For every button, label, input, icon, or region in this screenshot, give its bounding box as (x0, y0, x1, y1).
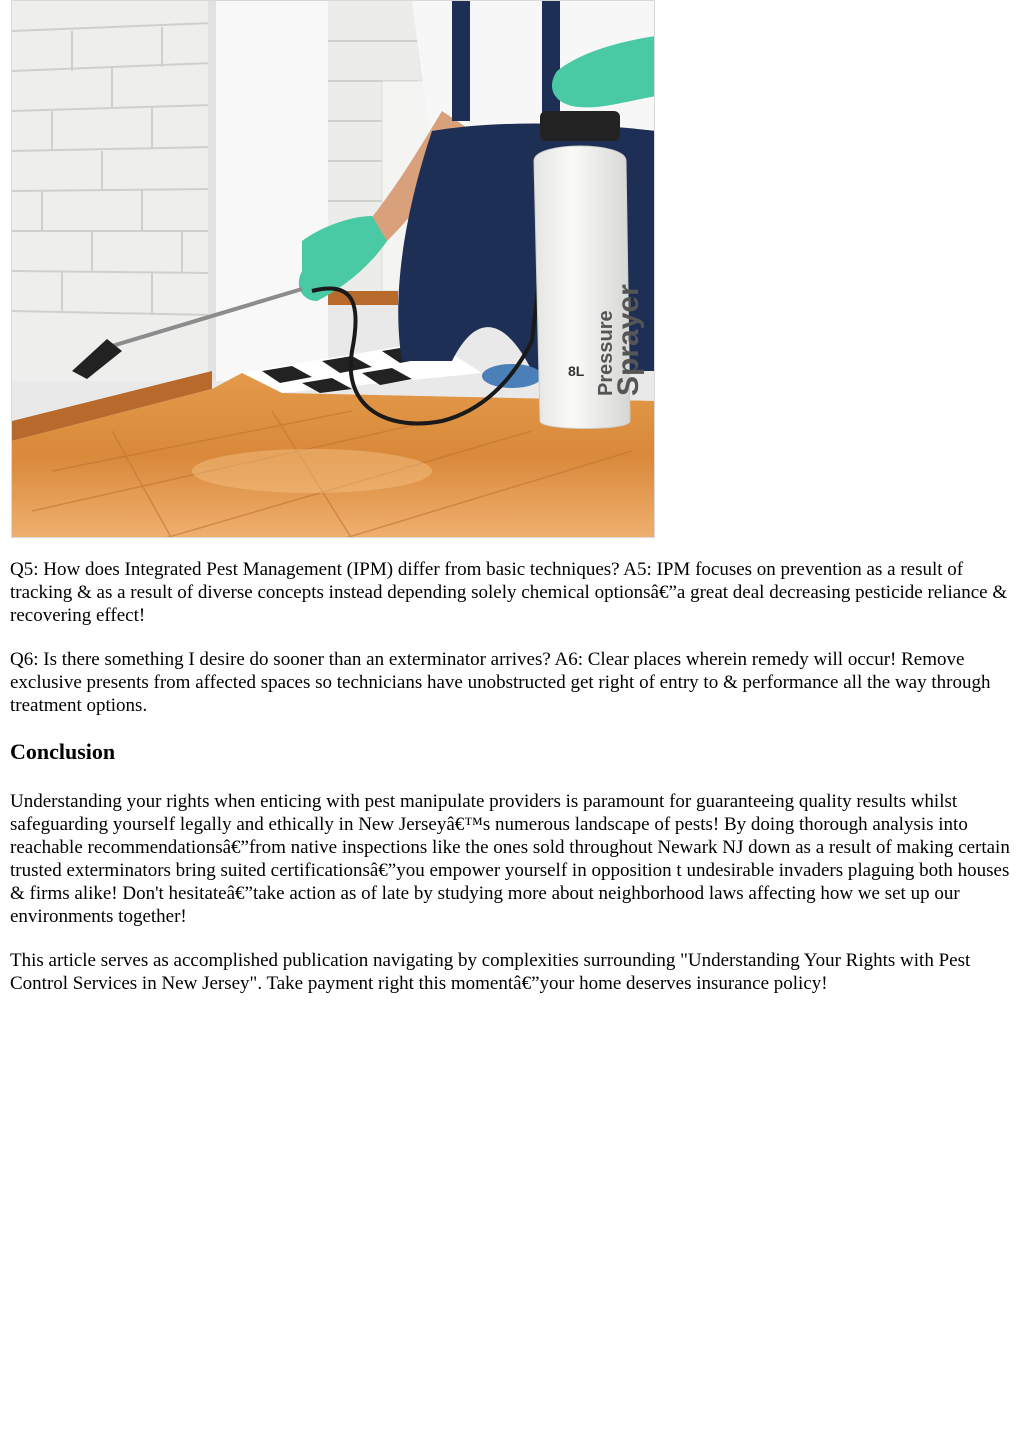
pest-control-photo (11, 0, 655, 538)
faq-q5-paragraph: Q5: How does Integrated Pest Management (IPM) differ from basic techniques? A5: IPM focuses on prevention as a result of tracking & as a result of diverse concepts instead depending solely chemical optionsâ€”a great deal decreasing pesticide reliance & recovering effect! (10, 559, 1008, 626)
conclusion-paragraph: Understanding your rights when enticing with pest manipulate providers is paramount for guaranteeing quality results whilst safeguarding yourself legally and ethically in New Jerseyâ€™s numerous landscape of pests! By doing thorough analysis into reachable recommendationsâ€”from native inspections like the ones sold throughout Newark NJ down as a result of making certain trusted exterminators bring suited certificationsâ€”you empower yourself in opposition t undesirable invaders plaguing both houses & firms alike! Don't hesitateâ€”take action as of late by studying more about neighborhood laws affecting how we set up our environments together! (10, 791, 1010, 927)
conclusion-heading: Conclusion (10, 739, 116, 764)
article-content (10, 558, 1018, 1016)
photo-illustration (12, 1, 655, 538)
sprayer-cap (540, 111, 620, 141)
faq-q6-paragraph: Q6: Is there something I desire do sooner than an exterminator arrives? A6: Clear places wherein remedy will occur! Remove exclusive presents from affected spaces so technicians have unobstructed get right of entry to & performance all the way through treatment options. (10, 649, 991, 716)
sprayer-volume-label: 8L (568, 363, 585, 379)
white-pillar (208, 1, 328, 381)
sprayer-label-sprayer: Sprayer (612, 284, 645, 396)
closing-paragraph: This article serves as accomplished publication navigating by complexities surrounding "Understanding Your Rights with Pest Control Services in New Jersey". Take payment right this momentâ€”your home deserves insurance policy! (10, 950, 971, 994)
sprayer-label-pressure: Pressure (595, 310, 617, 396)
